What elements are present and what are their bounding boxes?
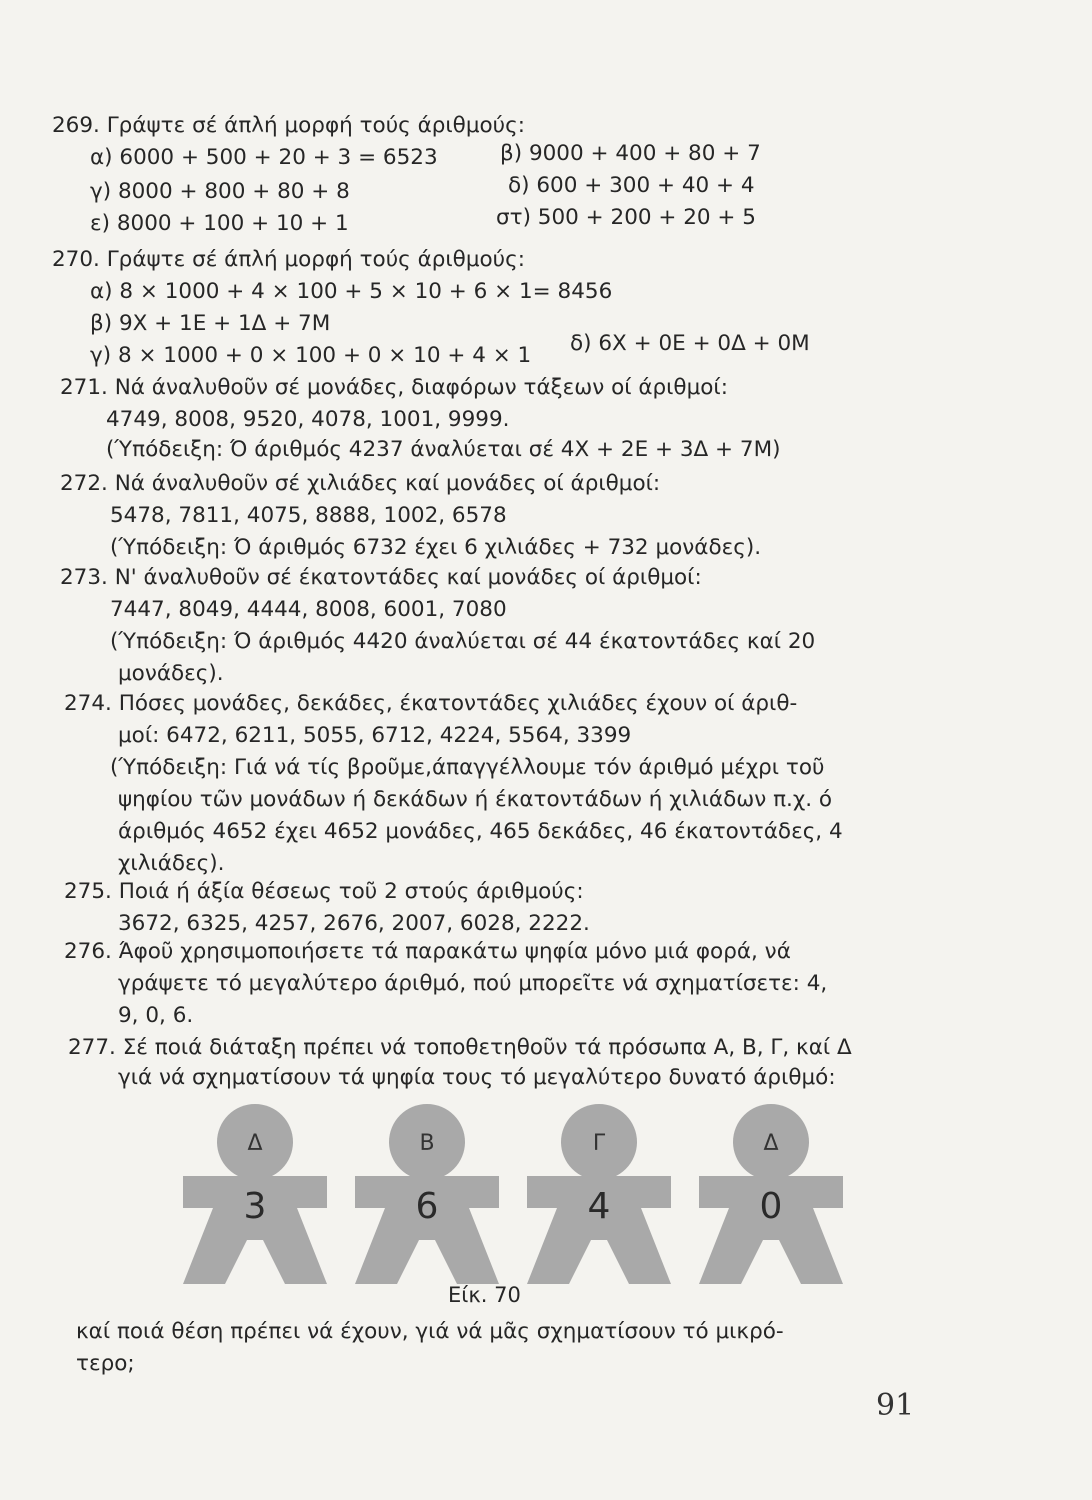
exercise-277-line-2: γιά νά σχηματίσουν τά ψηφία τους τό μεγαλύτερο δυνατό άριθμό:	[118, 1065, 836, 1090]
exercise-276-line-3: 9, 0, 6.	[118, 1003, 194, 1028]
exercise-269-f: στ) 500 + 200 + 20 + 5	[496, 205, 756, 230]
figure-digit: 6	[415, 1186, 439, 1227]
figure-person-4	[699, 1104, 843, 1284]
exercise-269-e: ε) 8000 + 100 + 10 + 1	[90, 211, 349, 236]
exercise-273-numbers: 7447, 8049, 4444, 8008, 6001, 7080	[110, 597, 507, 622]
exercise-270-a: α) 8 × 1000 + 4 × 100 + 5 × 10 + 6 × 1= 8456	[90, 279, 613, 304]
exercise-271-stem: 271. Νά άναλυθοῦν σέ μονάδες, διαφόρων τάξεων οί άριθμοί:	[60, 375, 728, 400]
exercise-270-c: γ) 8 × 1000 + 0 × 100 + 0 × 10 + 4 × 1	[90, 343, 532, 368]
figure-caption: Είκ. 70	[448, 1283, 521, 1307]
exercise-270-d: δ) 6Χ + 0Ε + 0Δ + 0Μ	[570, 331, 810, 356]
figure-letter: Δ	[247, 1131, 263, 1156]
exercise-272-numbers: 5478, 7811, 4075, 8888, 1002, 6578	[110, 503, 507, 528]
exercise-273-hint-1: (Ύπόδειξη: Ό άριθμός 4420 άναλύεται σέ 44 έκατοντάδες καί 20	[110, 629, 816, 654]
figure-person-2	[355, 1104, 499, 1284]
exercise-277-line-1: 277. Σέ ποιά διάταξη πρέπει νά τοποθετηθοῦν τά πρόσωπα Α, Β, Γ, καί Δ	[68, 1035, 852, 1060]
exercise-269-a: α) 6000 + 500 + 20 + 3 = 6523	[90, 145, 438, 170]
exercise-274-hint-3: άριθμός 4652 έχει 4652 μονάδες, 465 δεκάδες, 46 έκατοντάδες, 4	[118, 819, 843, 844]
figure-digit: 3	[243, 1186, 267, 1227]
exercise-277-tail-1: καί ποιά θέση πρέπει νά έχουν, γιά νά μᾶς σχηματίσουν τό μικρό-	[76, 1319, 784, 1344]
exercise-272-hint: (Ύπόδειξη: Ό άριθμός 6732 έχει 6 χιλιάδες + 732 μονάδες).	[110, 535, 762, 560]
exercise-270-b: β) 9Χ + 1Ε + 1Δ + 7Μ	[90, 311, 331, 336]
figure-letter: Δ	[763, 1131, 779, 1156]
exercise-274-hint-1: (Ύπόδειξη: Γιά νά τίς βροῦμε,άπαγγέλλουμε τόν άριθμό μέχρι τοῦ	[110, 755, 825, 780]
figure-letter: Γ	[592, 1131, 606, 1156]
exercise-272-stem: 272. Νά άναλυθοῦν σέ χιλιάδες καί μονάδες οί άριθμοί:	[60, 471, 661, 496]
exercise-274-hint-4: χιλιάδες).	[118, 851, 225, 876]
exercise-275-numbers: 3672, 6325, 4257, 2676, 2007, 6028, 2222.	[118, 911, 590, 936]
figure-digit: 0	[759, 1186, 783, 1227]
figure-letter: Β	[419, 1131, 435, 1156]
exercise-269-c: γ) 8000 + 800 + 80 + 8	[90, 179, 350, 204]
page-number: 91	[876, 1388, 915, 1423]
figure-person-1	[183, 1104, 327, 1284]
exercise-271-hint: (Ύπόδειξη: Ό άριθμός 4237 άναλύεται σέ 4Χ + 2Ε + 3Δ + 7Μ)	[106, 437, 781, 462]
exercise-269-d: δ) 600 + 300 + 40 + 4	[508, 173, 755, 198]
exercise-277-tail-2: τερο;	[76, 1351, 135, 1376]
exercise-271-numbers: 4749, 8008, 9520, 4078, 1001, 9999.	[106, 407, 510, 432]
exercise-270-stem: 270. Γράψτε σέ άπλή μορφή τούς άριθμούς:	[52, 247, 525, 272]
figure-person-3	[527, 1104, 671, 1284]
figure-70-people	[180, 1098, 860, 1288]
exercise-276-line-2: γράψετε τό μεγαλύτερο άριθμό, πού μπορεῖτε νά σχηματίσετε: 4,	[118, 971, 828, 996]
exercise-274-stem-1: 274. Πόσες μονάδες, δεκάδες, έκατοντάδες χιλιάδες έχουν οί άριθ-	[64, 691, 798, 716]
exercise-274-hint-2: ψηφίου τῶν μονάδων ή δεκάδων ή έκατοντάδων ή χιλιάδων π.χ. ό	[118, 787, 833, 812]
exercise-273-stem: 273. Ν' άναλυθοῦν σέ έκατοντάδες καί μονάδες οί άριθμοί:	[60, 565, 702, 590]
exercise-269-b: β) 9000 + 400 + 80 + 7	[500, 141, 761, 166]
exercise-273-hint-2: μονάδες).	[118, 661, 224, 686]
figure-digit: 4	[587, 1186, 611, 1227]
exercise-274-stem-2: μοί: 6472, 6211, 5055, 6712, 4224, 5564, 3399	[118, 723, 632, 748]
exercise-275-stem: 275. Ποιά ή άξία θέσεως τοῦ 2 στούς άριθμούς:	[64, 879, 584, 904]
exercise-269-stem: 269. Γράψτε σέ άπλή μορφή τούς άριθμούς:	[52, 113, 525, 138]
exercise-276-line-1: 276. Άφοῦ χρησιμοποιήσετε τά παρακάτω ψηφία μόνο μιά φορά, νά	[64, 939, 791, 964]
